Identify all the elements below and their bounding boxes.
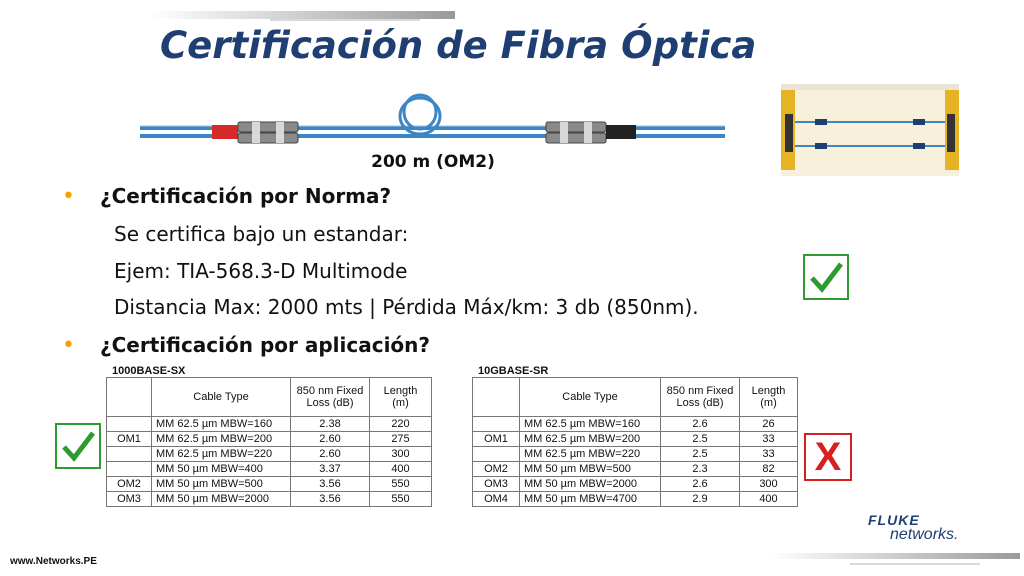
cell: OM2 xyxy=(107,477,152,492)
fiber-length-label: 200 m (OM2) xyxy=(371,152,495,172)
cell: 400 xyxy=(740,492,798,507)
table-row xyxy=(473,462,798,477)
question-aplicacion: ¿Certificación por aplicación? xyxy=(100,333,430,357)
cell: MM 50 µm MBW=500 xyxy=(152,477,291,492)
header-cell: 850 nm Fixed Loss (dB) xyxy=(661,378,740,417)
right-connectors xyxy=(546,122,636,143)
cell: 300 xyxy=(740,477,798,492)
table-1000base-sx xyxy=(106,377,432,507)
table-row xyxy=(107,432,432,447)
cross-mark: X xyxy=(814,435,842,479)
bottom-decor-bar xyxy=(770,553,1020,559)
cell: 220 xyxy=(370,417,432,432)
cell xyxy=(473,447,520,462)
cell: MM 62.5 µm MBW=220 xyxy=(520,447,661,462)
cell: MM 50 µm MBW=2000 xyxy=(520,477,661,492)
cell: 82 xyxy=(740,462,798,477)
cell: 2.5 xyxy=(661,432,740,447)
cell: 2.9 xyxy=(661,492,740,507)
left-connectors xyxy=(238,122,298,143)
table-10gbase-sr xyxy=(472,377,798,507)
cell: OM1 xyxy=(107,432,152,447)
table-row xyxy=(107,492,432,507)
table-row xyxy=(473,417,798,432)
table-row xyxy=(473,447,798,462)
cell xyxy=(107,447,152,462)
text-line: Se certifica bajo un estandar: xyxy=(114,222,409,246)
cell: MM 50 µm MBW=500 xyxy=(520,462,661,477)
cell: OM3 xyxy=(473,477,520,492)
text-line: Distancia Max: 2000 mts | Pérdida Máx/km: 3 db (850nm). xyxy=(114,295,699,319)
cell: MM 50 µm MBW=2000 xyxy=(152,492,291,507)
header-cell xyxy=(107,378,152,417)
cell: OM2 xyxy=(473,462,520,477)
cross-icon xyxy=(804,433,852,481)
cell: 33 xyxy=(740,447,798,462)
cell xyxy=(107,417,152,432)
test-setup-image xyxy=(781,84,959,176)
cell: 2.6 xyxy=(661,417,740,432)
cell: OM3 xyxy=(107,492,152,507)
cell xyxy=(107,462,152,477)
table-row xyxy=(107,417,432,432)
table-row xyxy=(107,477,432,492)
cell: MM 50 µm MBW=4700 xyxy=(520,492,661,507)
fiber-cable-illustration xyxy=(140,92,725,152)
fiber-spool xyxy=(400,95,440,134)
bullet-dot: • xyxy=(62,333,75,358)
cell: MM 62.5 µm MBW=160 xyxy=(520,417,661,432)
cell: 2.60 xyxy=(291,447,370,462)
cell: 3.56 xyxy=(291,492,370,507)
cell xyxy=(473,417,520,432)
header-cell: 850 nm Fixed Loss (dB) xyxy=(291,378,370,417)
text-line: Ejem: TIA-568.3-D Multimode xyxy=(114,259,408,283)
cell: 2.5 xyxy=(661,447,740,462)
cell: OM4 xyxy=(473,492,520,507)
cell: MM 62.5 µm MBW=160 xyxy=(152,417,291,432)
top-decor-line xyxy=(270,19,420,21)
cell: MM 62.5 µm MBW=200 xyxy=(520,432,661,447)
cell: 3.56 xyxy=(291,477,370,492)
table-row xyxy=(107,447,432,462)
logo-line1: FLUKE xyxy=(868,512,920,528)
fluke-networks-logo xyxy=(868,512,958,544)
header-cell xyxy=(473,378,520,417)
cell: 400 xyxy=(370,462,432,477)
cell: 2.60 xyxy=(291,432,370,447)
header-cell: Cable Type xyxy=(520,378,661,417)
cell: 2.3 xyxy=(661,462,740,477)
cell: 550 xyxy=(370,492,432,507)
header-cell: Length (m) xyxy=(740,378,798,417)
question-norma: ¿Certificación por Norma? xyxy=(100,184,392,208)
cell: 3.37 xyxy=(291,462,370,477)
logo-line2: networks. xyxy=(890,526,959,543)
table-row xyxy=(473,432,798,447)
cell: 2.6 xyxy=(661,477,740,492)
cell: MM 62.5 µm MBW=200 xyxy=(152,432,291,447)
cell: 2.38 xyxy=(291,417,370,432)
cell: OM1 xyxy=(473,432,520,447)
slide-title: Certificación de Fibra Óptica xyxy=(160,24,757,67)
cell: 33 xyxy=(740,432,798,447)
table-header-row xyxy=(473,378,798,417)
bullet-dot: • xyxy=(62,184,75,209)
table-header-row xyxy=(107,378,432,417)
cell: MM 62.5 µm MBW=220 xyxy=(152,447,291,462)
checkmark-icon xyxy=(55,423,101,469)
header-cell: Length (m) xyxy=(370,378,432,417)
cell: 300 xyxy=(370,447,432,462)
top-decor-bar xyxy=(150,11,455,19)
cell: MM 50 µm MBW=400 xyxy=(152,462,291,477)
cell: 26 xyxy=(740,417,798,432)
table-title: 10GBASE-SR xyxy=(478,365,549,377)
checkmark-icon xyxy=(803,254,849,300)
table-title: 1000BASE-SX xyxy=(112,365,186,377)
table-row xyxy=(473,477,798,492)
table-row xyxy=(107,462,432,477)
footer-url: www.Networks.PE xyxy=(10,556,97,567)
bottom-decor-line xyxy=(850,563,980,565)
cell: 275 xyxy=(370,432,432,447)
cell: 550 xyxy=(370,477,432,492)
header-cell: Cable Type xyxy=(152,378,291,417)
table-row xyxy=(473,492,798,507)
